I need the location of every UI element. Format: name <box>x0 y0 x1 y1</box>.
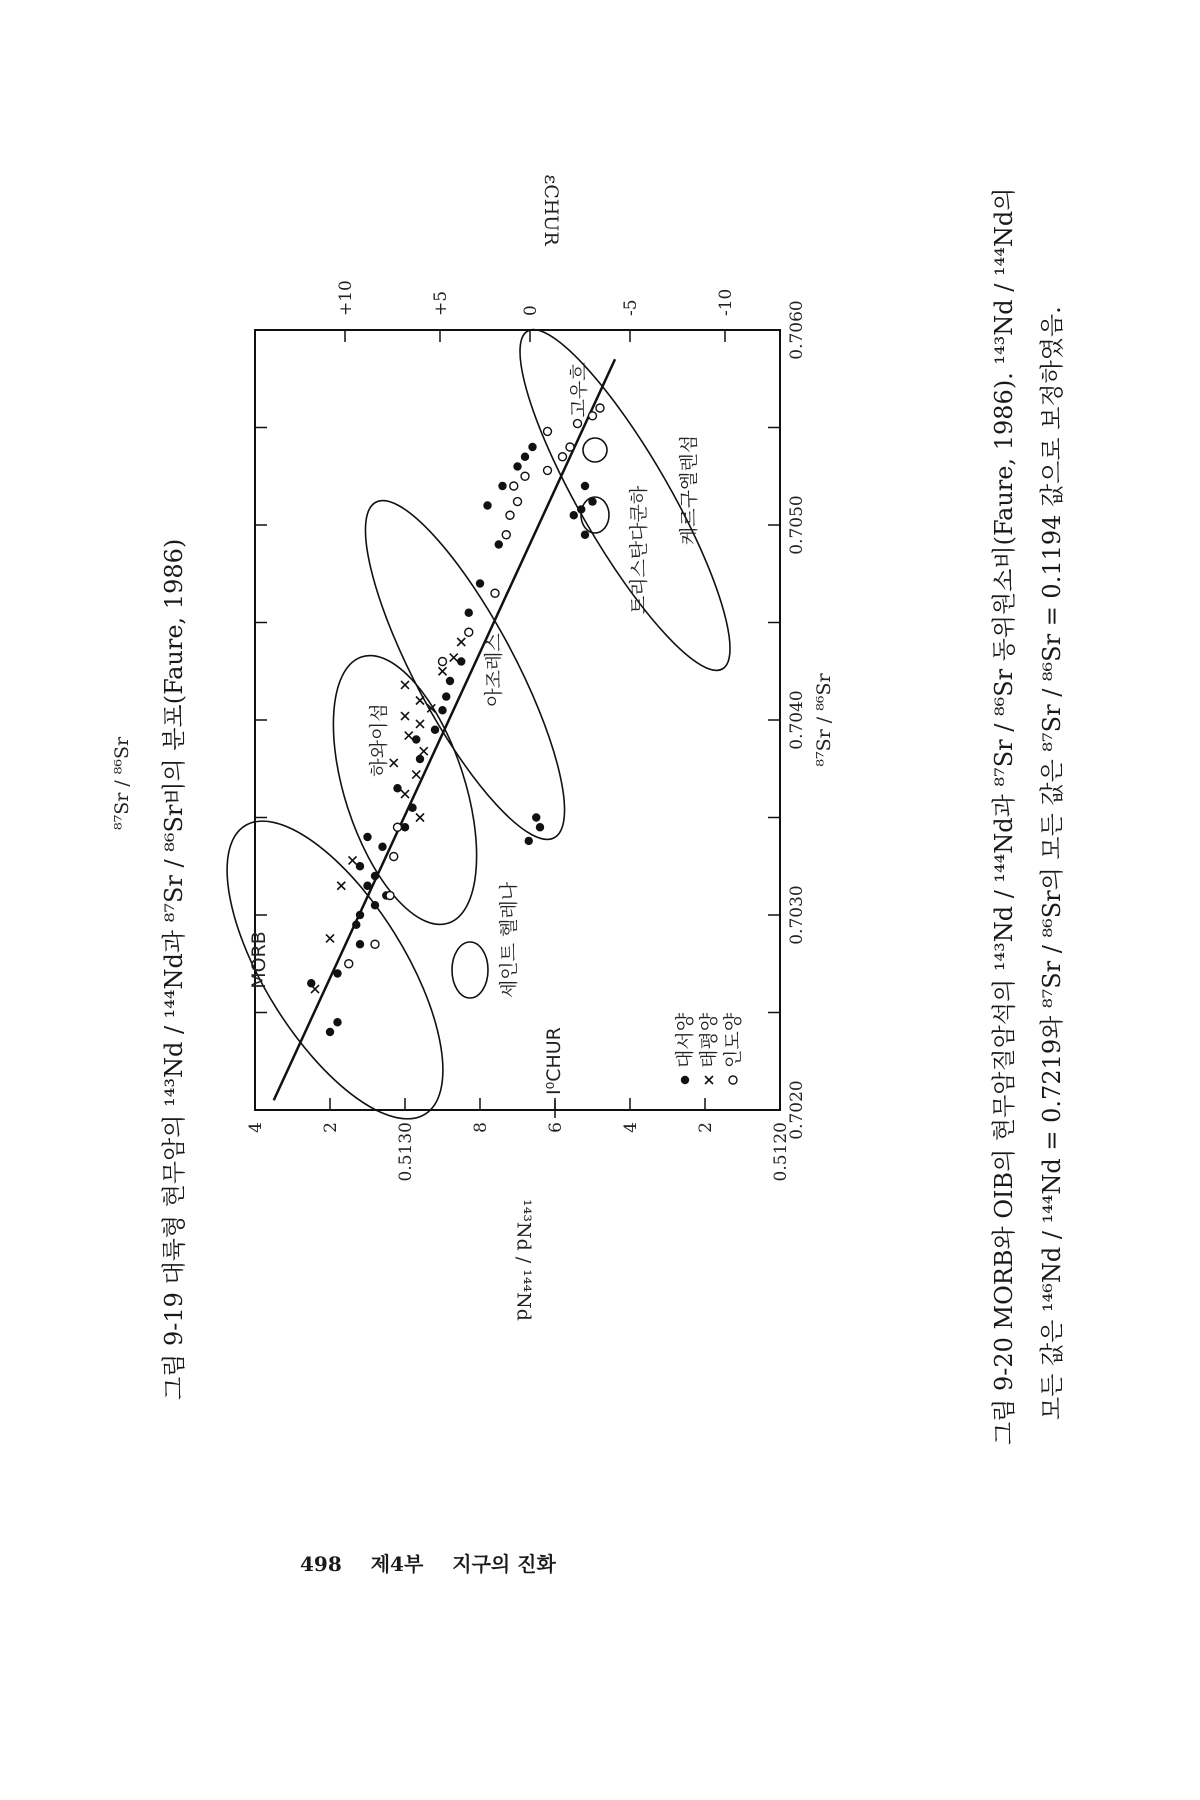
figure-9-19-caption: 그림 9-19 대륙형 현무암의 ¹⁴³Nd / ¹⁴⁴Nd과 ⁸⁷Sr / ⁸⁶Sr비의 분포(Faure, 1986) <box>160 538 188 1400</box>
point-atlantic <box>333 969 341 977</box>
x-tick-label: 0.7050 <box>787 495 807 555</box>
y-tick-label: 0.5130 <box>396 1122 416 1182</box>
point-pacific <box>326 934 334 942</box>
point-pacific <box>390 759 398 767</box>
point-atlantic <box>408 804 416 812</box>
page-number: 498 <box>300 1552 342 1576</box>
y-tick-label: 4 <box>621 1122 641 1133</box>
point-indian <box>544 466 552 474</box>
chapter-label: 지구의 진화 <box>452 1552 556 1576</box>
label-morb: MORB <box>248 931 270 989</box>
point-indian <box>394 823 402 831</box>
point-pacific <box>450 654 458 662</box>
legend-label: 인도양 <box>722 1012 744 1068</box>
label-kerguelen: 케르구엘렌섬 <box>678 434 700 546</box>
point-atlantic <box>536 823 544 831</box>
point-pacific <box>439 667 447 675</box>
point-pacific <box>416 720 424 728</box>
figure-9-20-caption-line1: 그림 9-20 MORB와 OIB의 현무암질암석의 ¹⁴³Nd / ¹⁴⁴Nd과 ⁸⁷Sr / ⁸⁶Sr 동위원소비(Faure, 1986). ¹⁴³Nd / ¹⁴⁴Nd의 <box>990 187 1018 1445</box>
legend-label: 태평양 <box>698 1012 720 1068</box>
epsilon-axis-label: εCHUR <box>540 174 562 246</box>
point-pacific <box>311 985 319 993</box>
figure-9-20-caption-line2: 모든 값은 ¹⁴⁶Nd / ¹⁴⁴Nd = 0.7219와 ⁸⁷Sr / ⁸⁶Sr의 모든 값은 ⁸⁷Sr / ⁸⁶Sr = 0.1194 값으로 보정하였음. <box>1038 306 1066 1420</box>
point-atlantic <box>577 505 585 513</box>
point-atlantic <box>412 735 420 743</box>
point-pacific <box>337 882 345 890</box>
point-atlantic <box>431 726 439 734</box>
point-pacific <box>420 747 428 755</box>
legend-dot-icon <box>681 1076 689 1084</box>
label-hawaii: 하와이섬 <box>368 703 390 777</box>
part-label: 제4부 <box>370 1552 424 1576</box>
field-outline-6 <box>583 438 607 462</box>
point-atlantic <box>363 833 371 841</box>
point-atlantic <box>416 755 424 763</box>
point-atlantic <box>495 540 503 548</box>
point-indian <box>521 472 529 480</box>
point-atlantic <box>356 940 364 948</box>
point-pacific <box>349 856 357 864</box>
point-pacific <box>457 638 465 646</box>
y-axis-label: ¹⁴³Nd / ¹⁴⁴Nd <box>512 1199 535 1321</box>
point-atlantic <box>326 1028 334 1036</box>
point-indian <box>439 658 447 666</box>
point-atlantic <box>356 862 364 870</box>
point-pacific <box>416 697 424 705</box>
field-outline-4 <box>452 942 488 998</box>
top-axis-label: ⁸⁷Sr / ⁸⁶Sr <box>111 736 133 830</box>
point-indian <box>510 482 518 490</box>
point-atlantic <box>393 784 401 792</box>
point-atlantic <box>525 837 533 845</box>
legend-cross-icon <box>705 1076 713 1084</box>
chur-marker-label: I⁰CHUR <box>543 1027 565 1095</box>
point-indian <box>390 853 398 861</box>
y-tick-label: 2 <box>696 1122 716 1133</box>
y-tick-label: 0.5120 <box>771 1122 791 1182</box>
point-pacific <box>401 712 409 720</box>
legend-label: 대서양 <box>674 1012 696 1068</box>
epsilon-tick-label: -10 <box>716 288 736 316</box>
epsilon-tick-label: +5 <box>431 290 451 316</box>
point-indian <box>514 498 522 506</box>
x-axis-label: ⁸⁷Sr / ⁸⁶Sr <box>813 673 835 767</box>
point-atlantic <box>498 482 506 490</box>
point-atlantic <box>476 579 484 587</box>
page-footer <box>300 1548 578 1577</box>
x-tick-label: 0.7020 <box>787 1080 807 1140</box>
point-atlantic <box>446 677 454 685</box>
point-atlantic <box>371 901 379 909</box>
point-indian <box>502 531 510 539</box>
point-indian <box>465 628 473 636</box>
field-outline-5 <box>489 309 762 692</box>
point-atlantic <box>352 921 360 929</box>
point-pacific <box>401 790 409 798</box>
point-atlantic <box>588 497 596 505</box>
point-indian <box>371 940 379 948</box>
x-tick-label: 0.7060 <box>787 300 807 360</box>
point-atlantic <box>528 443 536 451</box>
point-pacific <box>412 771 420 779</box>
point-atlantic <box>378 843 386 851</box>
epsilon-tick-label: 0 <box>521 305 541 316</box>
point-atlantic <box>532 813 540 821</box>
point-atlantic <box>483 501 491 509</box>
isotope-chart <box>186 174 835 1321</box>
point-atlantic <box>442 692 450 700</box>
point-pacific <box>401 681 409 689</box>
point-atlantic <box>513 462 521 470</box>
point-indian <box>559 453 567 461</box>
point-indian <box>596 404 604 412</box>
field-outline-3 <box>332 479 599 861</box>
y-tick-label: 4 <box>246 1122 266 1133</box>
point-atlantic <box>465 609 473 617</box>
point-atlantic <box>581 482 589 490</box>
point-atlantic <box>363 882 371 890</box>
y-tick-label: 8 <box>471 1122 491 1133</box>
point-pacific <box>405 732 413 740</box>
legend-circle-icon <box>729 1076 737 1084</box>
point-atlantic <box>581 531 589 539</box>
point-atlantic <box>570 511 578 519</box>
point-indian <box>345 960 353 968</box>
point-pacific <box>416 814 424 822</box>
epsilon-tick-label: +10 <box>336 280 356 316</box>
point-indian <box>566 443 574 451</box>
point-atlantic <box>333 1018 341 1026</box>
x-tick-label: 0.7040 <box>787 690 807 750</box>
label-gough: 고우흐 <box>568 362 590 418</box>
point-indian <box>574 420 582 428</box>
point-indian <box>491 589 499 597</box>
label-st-helena: 세인트 헬레나 <box>498 881 520 999</box>
y-tick-label: 2 <box>321 1122 341 1133</box>
epsilon-tick-label: -5 <box>621 299 641 316</box>
point-indian <box>386 892 394 900</box>
point-indian <box>544 427 552 435</box>
point-atlantic <box>457 657 465 665</box>
x-tick-label: 0.7030 <box>787 885 807 945</box>
point-atlantic <box>371 872 379 880</box>
point-atlantic <box>356 911 364 919</box>
y-tick-label: 6 <box>546 1122 566 1133</box>
trend-line <box>274 359 615 1100</box>
label-azores: 아조레스 <box>483 633 505 707</box>
point-atlantic <box>521 453 529 461</box>
point-atlantic <box>438 706 446 714</box>
label-tristan: 트리스탄다쿤하 <box>628 485 650 615</box>
point-indian <box>506 511 514 519</box>
